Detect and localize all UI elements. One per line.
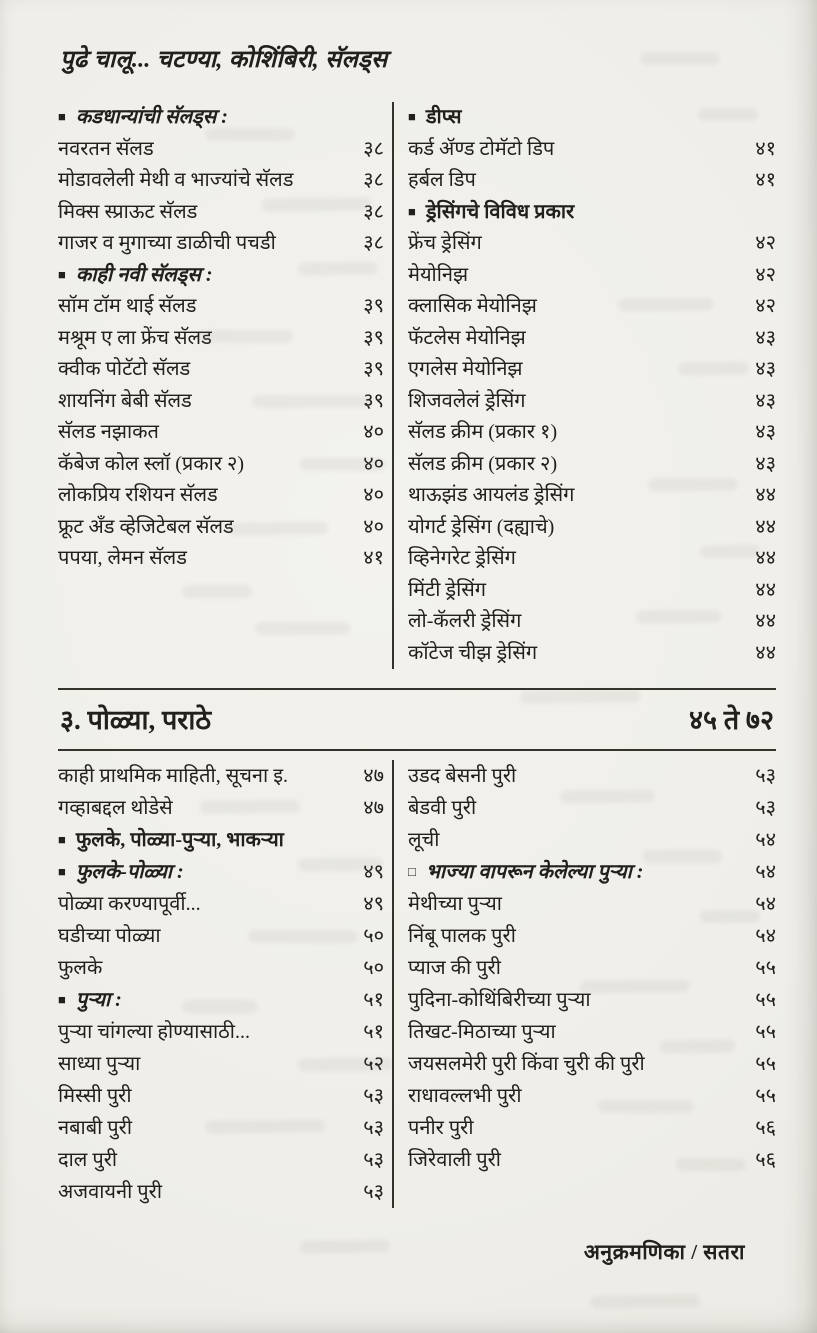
- toc-entry-page-number: ४४: [755, 547, 776, 569]
- toc-entry-page-number: ५१: [363, 1021, 384, 1043]
- toc-entry: [58, 1144, 384, 1176]
- toc-entry-page-number: ५४: [755, 925, 776, 947]
- toc-entry-page-number: ५३: [363, 1085, 384, 1107]
- toc-entry-page-number: ४४: [755, 641, 776, 664]
- toc-subheading: [408, 856, 776, 888]
- bleed-through-smudge: [590, 1294, 700, 1309]
- toc-entry-title: राधावल्लभी पुरी: [408, 1085, 522, 1107]
- toc-entry-title: फ्रूट अँड व्हेजिटेबल सॅलड: [58, 515, 234, 538]
- toc-entry-page-number: ४४: [755, 578, 776, 601]
- toc-entry-title: बेडवी पुरी: [408, 797, 477, 819]
- toc-entry-page-number: ५४: [755, 829, 776, 851]
- toc-entry: [408, 1016, 776, 1048]
- toc-entry-page-number: ४१: [755, 137, 776, 160]
- toc-entry-title: सॉम टॉम थाई सॅलड: [58, 295, 197, 317]
- toc-entry: [408, 1112, 776, 1144]
- toc-entry-title: गाजर व मुगाच्या डाळीची पचडी: [58, 232, 276, 254]
- toc-entry-title: शिजवलेलं ड्रेसिंग: [408, 389, 526, 412]
- toc-entry-title: निंबू पालक पुरी: [408, 925, 516, 947]
- toc-entry: [408, 480, 776, 512]
- toc-entry: [58, 1112, 384, 1144]
- toc-entry-page-number: ४९: [363, 893, 384, 915]
- toc-entry: [58, 792, 384, 824]
- toc-entry-page-number: ३९: [363, 326, 384, 349]
- toc-entry: [58, 760, 384, 792]
- toc-entry: [58, 920, 384, 952]
- filled-square-bullet-icon: ■: [58, 864, 66, 879]
- toc-entry-title: सॅलड नझाकत: [58, 421, 159, 443]
- toc-entry-title: व्हिनेगरेट ड्रेसिंग: [408, 547, 516, 569]
- toc-entry-title: नबाबी पुरी: [58, 1117, 133, 1139]
- toc-entry-title: फुलके, पोळ्या-पुऱ्या, भाकऱ्या: [75, 829, 284, 851]
- toc-entry-page-number: ५५: [755, 1053, 776, 1075]
- toc-entry: [408, 165, 776, 197]
- toc-entry: [58, 543, 384, 575]
- toc-entry: [408, 824, 776, 856]
- toc-entry-title: मश्रूम ए ला फ्रेंच सॅलड: [58, 326, 212, 349]
- toc-entry-title: पोळ्या करण्यापूर्वी...: [58, 893, 201, 915]
- toc-entry-page-number: ५४: [755, 893, 776, 915]
- toc-entry-title: योगर्ट ड्रेसिंग (दह्याचे): [408, 515, 555, 538]
- toc-entry: [408, 449, 776, 481]
- toc-entry: [58, 197, 384, 229]
- toc-entry-page-number: ४३: [755, 421, 776, 443]
- toc-entry: [408, 1144, 776, 1176]
- toc-entry-page-number: ३८: [363, 169, 384, 191]
- toc-entry-title: डीप्स: [425, 106, 462, 128]
- toc-entry-title: जयसलमेरी पुरी किंवा चुरी की पुरी: [408, 1053, 645, 1075]
- toc-entry: [408, 1080, 776, 1112]
- toc-entry: [408, 134, 776, 166]
- toc-entry-title: एगलेस मेयोनिझ: [408, 358, 523, 380]
- toc-subheading: [58, 984, 384, 1016]
- toc-entry: [58, 165, 384, 197]
- toc-entry-page-number: ५०: [363, 925, 384, 947]
- toc-entry-title: शायनिंग बेबी सॅलड: [58, 389, 192, 412]
- page-footer: अनुक्रमणिका / सतरा: [583, 1240, 745, 1264]
- toc-entry-title: काही प्राथमिक माहिती, सूचना इ.: [58, 765, 289, 787]
- toc-entry-page-number: ४३: [755, 358, 776, 380]
- toc-entry-title: फुलके-पोळ्या :: [75, 861, 184, 883]
- toc-entry: [58, 291, 384, 323]
- toc-subheading: [408, 102, 776, 134]
- toc-entry: [408, 920, 776, 952]
- toc-subheading: [408, 197, 776, 229]
- toc-entry-page-number: ५३: [755, 765, 776, 787]
- toc-entry-title: कॉटेज चीझ ड्रेसिंग: [408, 641, 538, 664]
- filled-square-bullet-icon: ■: [408, 203, 416, 219]
- toc-column-bottom-left: [58, 760, 392, 1208]
- toc-entry-page-number: ४०: [363, 421, 384, 443]
- toc-entry: [58, 386, 384, 418]
- toc-entry-page-number: ३८: [363, 137, 384, 160]
- toc-entry-page-number: ४४: [755, 610, 776, 632]
- toc-entry-page-number: ४२: [755, 263, 776, 286]
- toc-entry-title: मोडावलेली मेथी व भाज्यांचे सॅलड: [58, 169, 294, 191]
- toc-entry: [58, 512, 384, 544]
- toc-entry: [58, 480, 384, 512]
- toc-entry-page-number: ४४: [755, 515, 776, 538]
- toc-entry-title: फ्रेंच ड्रेसिंग: [408, 232, 482, 254]
- toc-entry: [58, 228, 384, 260]
- toc-entry: [58, 888, 384, 920]
- toc-entry: [408, 888, 776, 920]
- toc-entry-page-number: ३८: [363, 232, 384, 254]
- toc-entry-page-number: ५०: [363, 957, 384, 979]
- toc-entry-page-number: ४४: [755, 484, 776, 506]
- filled-square-bullet-icon: ■: [58, 832, 66, 847]
- toc-entry-title: मिस्सी पुरी: [58, 1085, 132, 1107]
- toc-entry-title: लोकप्रिय रशियन सॅलड: [58, 484, 218, 506]
- toc-entry-page-number: ४०: [363, 515, 384, 538]
- toc-entry-title: काही नवी सॅलड्स :: [75, 263, 213, 286]
- toc-entry-page-number: ५३: [755, 797, 776, 819]
- toc-entry: [408, 638, 776, 670]
- toc-entry: [58, 134, 384, 166]
- toc-subheading: [58, 824, 384, 856]
- toc-entry-title: लो-कॅलरी ड्रेसिंग: [408, 610, 522, 632]
- toc-entry-page-number: ५५: [755, 1085, 776, 1107]
- toc-entry-page-number: ४०: [363, 484, 384, 506]
- toc-section-salads-dips: [58, 102, 776, 669]
- toc-entry-title: सॅलड क्रीम (प्रकार १): [408, 421, 558, 443]
- toc-entry-title: मिंटी ड्रेसिंग: [408, 578, 487, 601]
- section-title: ३. पोळ्या, पराठे: [60, 705, 212, 735]
- toc-column-bottom-right: [392, 760, 776, 1208]
- toc-entry-page-number: ४१: [363, 547, 384, 569]
- toc-entry-page-number: ४२: [755, 232, 776, 254]
- toc-entry-title: गव्हाबद्दल थोडेसे: [58, 797, 173, 819]
- toc-entry-page-number: ३९: [363, 295, 384, 317]
- toc-entry-title: दाल पुरी: [58, 1149, 118, 1171]
- toc-entry-page-number: ५३: [363, 1181, 384, 1203]
- toc-entry: [408, 543, 776, 575]
- toc-section-polya-parathe: [58, 760, 776, 1208]
- toc-entry-title: जिरेवाली पुरी: [408, 1149, 501, 1171]
- toc-entry: [408, 260, 776, 292]
- toc-entry: [58, 449, 384, 481]
- toc-entry-title: पुदिना-कोथिंबिरीच्या पुऱ्या: [408, 989, 591, 1011]
- toc-entry-title: साध्या पुऱ्या: [58, 1053, 141, 1075]
- toc-entry: [58, 1048, 384, 1080]
- toc-entry-title: सॅलड क्रीम (प्रकार २): [408, 452, 558, 475]
- toc-entry-page-number: ४३: [755, 389, 776, 412]
- open-square-bullet-icon: □: [408, 864, 416, 879]
- toc-entry-title: नवरतन सॅलड: [58, 137, 154, 160]
- toc-entry: [408, 512, 776, 544]
- toc-entry-title: पुऱ्या :: [75, 989, 122, 1011]
- toc-entry-title: मिक्स स्प्राऊट सॅलड: [58, 200, 198, 223]
- toc-entry-page-number: ५५: [755, 989, 776, 1011]
- toc-entry: [58, 354, 384, 386]
- toc-entry-title: कडधान्यांची सॅलड्स :: [75, 106, 228, 128]
- toc-entry: [58, 952, 384, 984]
- toc-entry-page-number: ५६: [755, 1149, 776, 1171]
- toc-entry-title: पपया, लेमन सॅलड: [58, 547, 187, 569]
- toc-subheading: [58, 856, 384, 888]
- toc-entry-page-number: ५५: [755, 1021, 776, 1043]
- toc-entry: [408, 323, 776, 355]
- toc-entry-title: तिखट-मिठाच्या पुऱ्या: [408, 1021, 556, 1043]
- toc-entry-title: पुऱ्या चांगल्या होण्यासाठी...: [58, 1021, 250, 1043]
- toc-entry-title: फुलके: [58, 957, 103, 979]
- toc-entry: [408, 760, 776, 792]
- toc-entry-title: पनीर पुरी: [408, 1117, 474, 1139]
- toc-entry-title: थाऊझंड आयलंड ड्रेसिंग: [408, 484, 575, 506]
- toc-entry: [58, 1016, 384, 1048]
- toc-column-top-right: [392, 102, 776, 669]
- filled-square-bullet-icon: ■: [408, 109, 416, 124]
- bleed-through-smudge: [640, 52, 720, 65]
- toc-entry: [408, 291, 776, 323]
- toc-entry: [408, 354, 776, 386]
- toc-entry-title: क्लासिक मेयोनिझ: [408, 295, 537, 317]
- filled-square-bullet-icon: ■: [58, 992, 66, 1007]
- toc-entry-page-number: ४७: [363, 765, 384, 787]
- toc-entry-page-number: ३९: [363, 389, 384, 412]
- toc-entry-title: ड्रेसिंगचे विविध प्रकार: [425, 200, 575, 223]
- filled-square-bullet-icon: ■: [58, 109, 66, 124]
- toc-entry: [58, 323, 384, 355]
- toc-subheading: [58, 260, 384, 292]
- toc-entry-page-number: ५२: [363, 1053, 384, 1075]
- toc-entry: [408, 228, 776, 260]
- section-heading-band: [58, 688, 776, 751]
- toc-entry-title: क्वीक पोटॅटो सॅलड: [58, 358, 191, 380]
- toc-entry-page-number: ४७: [363, 797, 384, 819]
- toc-subheading: [58, 102, 384, 134]
- toc-entry-page-number: ४९: [363, 861, 384, 883]
- toc-entry-page-number: ३८: [363, 200, 384, 223]
- toc-entry: [408, 575, 776, 607]
- toc-entry-page-number: ५६: [755, 1117, 776, 1139]
- toc-entry: [58, 1176, 384, 1208]
- toc-entry-page-number: ४३: [755, 452, 776, 475]
- toc-entry: [408, 792, 776, 824]
- toc-entry-page-number: ४१: [755, 169, 776, 191]
- toc-entry-page-number: ४२: [755, 295, 776, 317]
- toc-entry-page-number: ५३: [363, 1149, 384, 1171]
- filled-square-bullet-icon: ■: [58, 266, 66, 282]
- toc-entry-page-number: ५५: [755, 957, 776, 979]
- toc-entry: [58, 417, 384, 449]
- toc-entry-title: लूची: [408, 829, 440, 851]
- section-page-range: ४५ ते ७२: [688, 705, 774, 735]
- toc-entry: [58, 1080, 384, 1112]
- toc-entry-title: भाज्या वापरून केलेल्या पुऱ्या :: [425, 861, 644, 883]
- toc-entry: [408, 386, 776, 418]
- toc-entry-page-number: ५३: [363, 1117, 384, 1139]
- toc-entry: [408, 952, 776, 984]
- toc-entry-page-number: ५४: [755, 861, 776, 883]
- toc-entry-title: उडद बेसनी पुरी: [408, 765, 517, 787]
- toc-entry-title: कॅबेज कोल स्लॉ (प्रकार २): [58, 452, 245, 475]
- toc-entry-title: घडीच्या पोळ्या: [58, 925, 161, 947]
- toc-entry: [408, 417, 776, 449]
- toc-entry-title: अजवायनी पुरी: [58, 1181, 163, 1203]
- toc-entry-title: प्याज की पुरी: [408, 957, 501, 979]
- toc-entry: [408, 1048, 776, 1080]
- toc-entry-title: फॅटलेस मेयोनिझ: [408, 326, 526, 349]
- toc-entry: [408, 984, 776, 1016]
- toc-entry-title: कर्ड ॲण्ड टोमॅटो डिप: [408, 137, 555, 160]
- toc-entry-page-number: ३९: [363, 358, 384, 380]
- toc-entry: [408, 606, 776, 638]
- toc-column-top-left: [58, 102, 392, 669]
- toc-entry-title: मेथीच्या पुऱ्या: [408, 893, 502, 915]
- toc-entry-page-number: ४३: [755, 326, 776, 349]
- toc-entry-page-number: ५१: [363, 989, 384, 1011]
- toc-entry-title: मेयोनिझ: [408, 263, 469, 286]
- running-header: पुढे चालू... चटण्या, कोशिंबिरी, सॅलड्स: [60, 47, 388, 73]
- toc-entry-title: हर्बल डिप: [408, 169, 476, 191]
- bleed-through-smudge: [300, 1239, 390, 1253]
- toc-entry-page-number: ४०: [363, 452, 384, 475]
